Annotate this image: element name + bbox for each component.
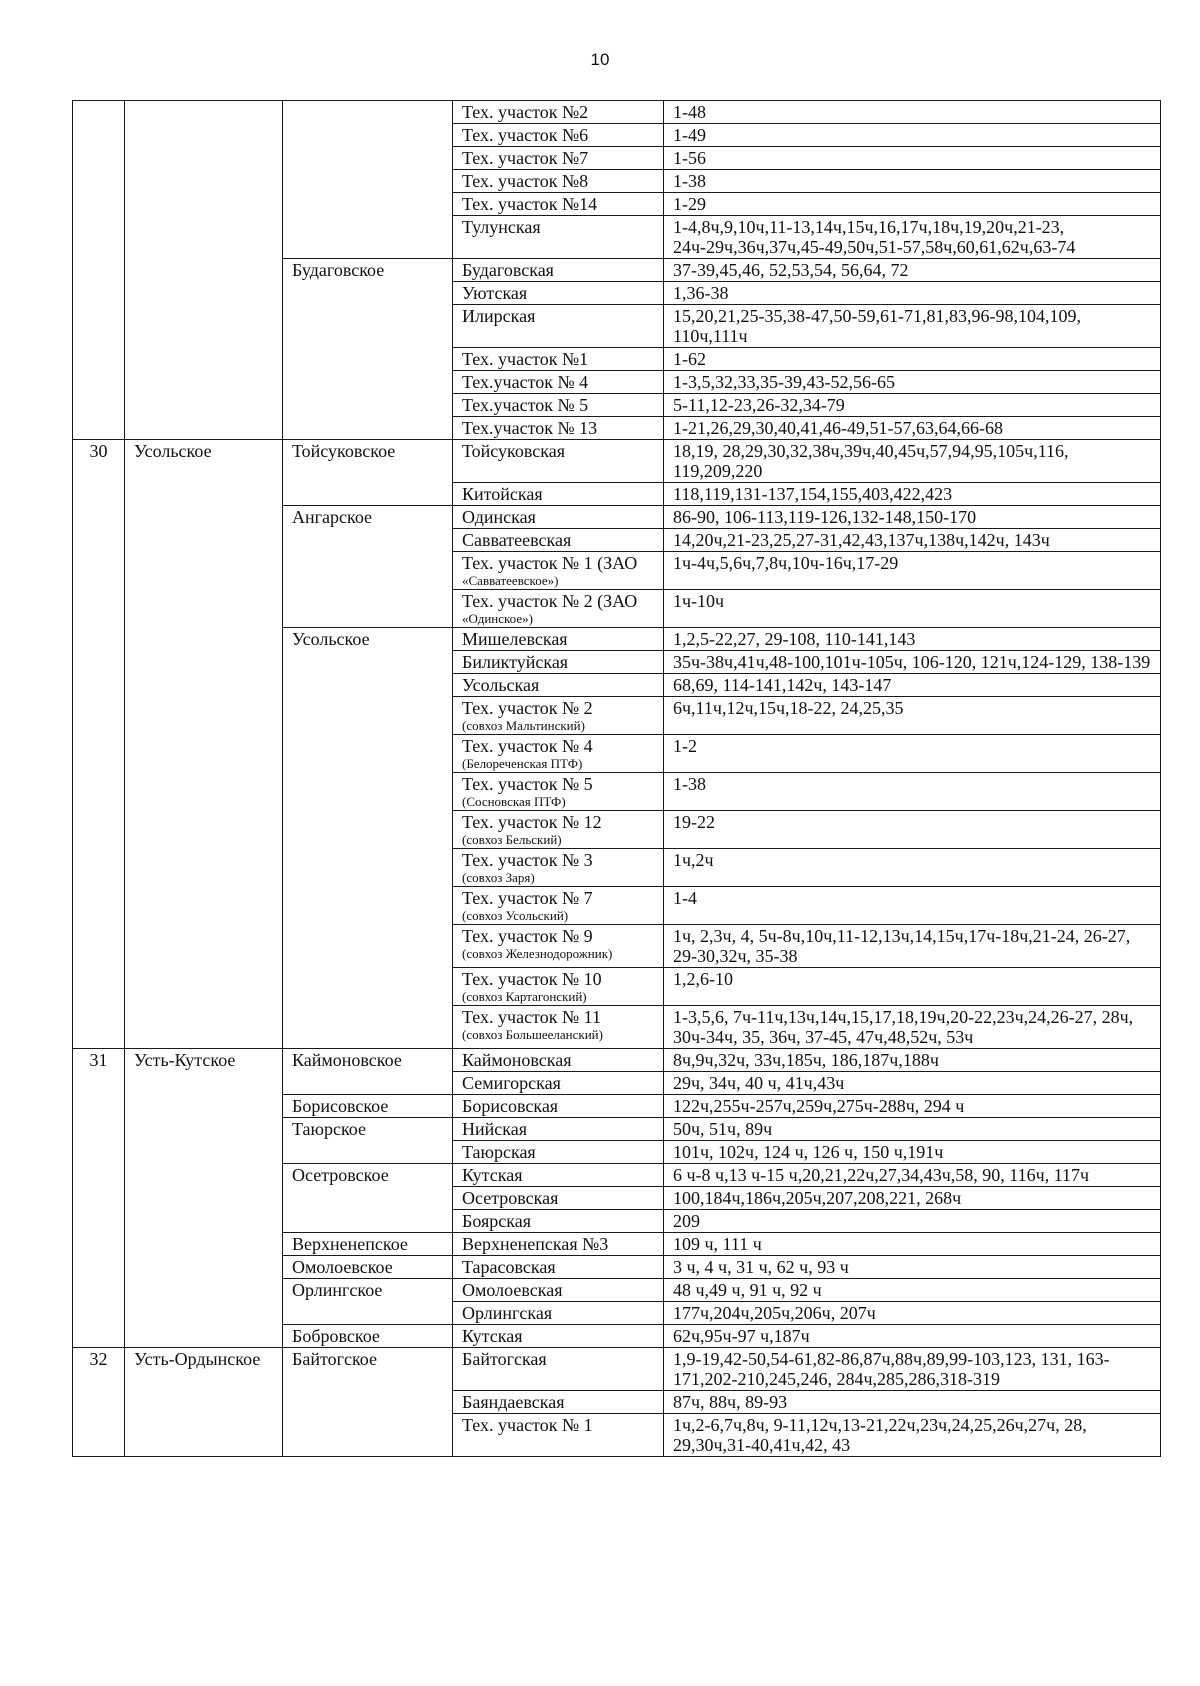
quarters-cell: 87ч, 88ч, 89-93 — [664, 1391, 1161, 1414]
quarters-cell: 1-29 — [664, 193, 1161, 216]
quarters-cell: 118,119,131-137,154,155,403,422,423 — [664, 483, 1161, 506]
dacha-cell — [453, 925, 664, 968]
dacha-note: (совхоз Усольский) — [462, 908, 569, 923]
dacha-cell: Одинская — [453, 506, 664, 529]
dacha-note: (Белореченская ПТФ) — [462, 756, 583, 771]
dacha-cell: Таюрская — [453, 1141, 664, 1164]
row-number-cell: 32 — [73, 1348, 125, 1457]
row-number-cell: 31 — [73, 1049, 125, 1348]
dacha-cell: Байтогская — [453, 1348, 664, 1391]
dacha-cell: Боярская — [453, 1210, 664, 1233]
municipality-cell: Бобровское — [283, 1325, 453, 1348]
dacha-cell: Тарасовская — [453, 1256, 664, 1279]
dacha-cell: Уютская — [453, 282, 664, 305]
dacha-cell: Савватеевская — [453, 529, 664, 552]
dacha-name: Тех. участок № 10 — [462, 969, 602, 989]
dacha-note: (Сосновская ПТФ) — [462, 794, 566, 809]
municipality-cell — [283, 101, 453, 259]
quarters-cell: 1,9-19,42-50,54-61,82-86,87ч,88ч,89,99-103,123, 131, 163-171,202-210,245,246, 284ч,285,286,318-319 — [664, 1348, 1161, 1391]
dacha-name: Тех. участок № 2 — [462, 698, 593, 718]
dacha-cell — [453, 1006, 664, 1049]
municipality-cell: Тойсуковское — [283, 440, 453, 506]
dacha-cell: Тех.участок № 4 — [453, 371, 664, 394]
quarters-cell: 122ч,255ч-257ч,259ч,275ч-288ч, 294 ч — [664, 1095, 1161, 1118]
quarters-cell: 8ч,9ч,32ч, 33ч,185ч, 186,187ч,188ч — [664, 1049, 1161, 1072]
dacha-cell: Мишелевская — [453, 628, 664, 651]
dacha-name: Тех. участок № 4 — [462, 736, 593, 756]
dacha-cell — [453, 697, 664, 735]
dacha-cell: Биликтуйская — [453, 651, 664, 674]
municipality-cell: Усольское — [283, 628, 453, 1049]
dacha-cell: Нийская — [453, 1118, 664, 1141]
quarters-cell: 48 ч,49 ч, 91 ч, 92 ч — [664, 1279, 1161, 1302]
quarters-cell: 100,184ч,186ч,205ч,207,208,221, 268ч — [664, 1187, 1161, 1210]
dacha-note: (совхоз Большееланский) — [462, 1027, 603, 1042]
dacha-cell — [453, 590, 664, 628]
quarters-cell: 209 — [664, 1210, 1161, 1233]
dacha-cell: Тех.участок № 5 — [453, 394, 664, 417]
dacha-cell: Тех. участок №14 — [453, 193, 664, 216]
dacha-cell: Семигорская — [453, 1072, 664, 1095]
municipality-cell: Байтогское — [283, 1348, 453, 1457]
dacha-cell: Тулунская — [453, 216, 664, 259]
municipality-cell: Орлингское — [283, 1279, 453, 1325]
quarters-cell: 14,20ч,21-23,25,27-31,42,43,137ч,138ч,142ч, 143ч — [664, 529, 1161, 552]
dacha-cell: Китойская — [453, 483, 664, 506]
dacha-cell: Кутская — [453, 1325, 664, 1348]
dacha-note: «Савватеевское») — [462, 573, 559, 588]
dacha-cell: Борисовская — [453, 1095, 664, 1118]
district-cell: Усть-Ордынское — [125, 1348, 283, 1457]
dacha-cell — [453, 887, 664, 925]
dacha-cell: Орлингская — [453, 1302, 664, 1325]
quarters-cell: 1-2 — [664, 735, 1161, 773]
dacha-cell: Тойсуковская — [453, 440, 664, 483]
dacha-cell: Осетровская — [453, 1187, 664, 1210]
quarters-cell: 1-38 — [664, 170, 1161, 193]
dacha-cell — [453, 552, 664, 590]
dacha-note: «Одинское») — [462, 611, 533, 626]
district-cell: Усольское — [125, 440, 283, 1049]
quarters-cell: 1ч-10ч — [664, 590, 1161, 628]
dacha-name: Тех. участок № 5 — [462, 774, 593, 794]
municipality-cell: Борисовское — [283, 1095, 453, 1118]
dacha-cell: Тех.участок № 13 — [453, 417, 664, 440]
dacha-cell — [453, 968, 664, 1006]
dacha-cell: Тех. участок №7 — [453, 147, 664, 170]
quarters-cell: 1-21,26,29,30,40,41,46-49,51-57,63,64,66-68 — [664, 417, 1161, 440]
dacha-note: (совхоз Мальтинский) — [462, 718, 585, 733]
district-cell — [125, 101, 283, 440]
dacha-note: (совхоз Заря) — [462, 870, 535, 885]
quarters-cell: 1,2,5-22,27, 29-108, 110-141,143 — [664, 628, 1161, 651]
dacha-note: (совхоз Железнодорожник) — [462, 946, 613, 961]
dacha-cell: Каймоновская — [453, 1049, 664, 1072]
dacha-name: Тех. участок № 9 — [462, 926, 593, 946]
table-row — [73, 1348, 1161, 1391]
municipality-cell: Осетровское — [283, 1164, 453, 1233]
table-row — [73, 101, 1161, 124]
dacha-name: Тех. участок № 12 — [462, 812, 602, 832]
quarters-cell: 101ч, 102ч, 124 ч, 126 ч, 150 ч,191ч — [664, 1141, 1161, 1164]
quarters-cell: 86-90, 106-113,119-126,132-148,150-170 — [664, 506, 1161, 529]
forestry-table — [72, 100, 1161, 1457]
quarters-cell: 35ч-38ч,41ч,48-100,101ч-105ч, 106-120, 121ч,124-129, 138-139 — [664, 651, 1161, 674]
row-number-cell — [73, 101, 125, 440]
quarters-cell: 1-4 — [664, 887, 1161, 925]
dacha-cell: Будаговская — [453, 259, 664, 282]
dacha-cell — [453, 811, 664, 849]
quarters-cell: 1-38 — [664, 773, 1161, 811]
quarters-cell: 5-11,12-23,26-32,34-79 — [664, 394, 1161, 417]
quarters-cell: 37-39,45,46, 52,53,54, 56,64, 72 — [664, 259, 1161, 282]
quarters-cell: 6ч,11ч,12ч,15ч,18-22, 24,25,35 — [664, 697, 1161, 735]
dacha-cell: Тех. участок № 1 — [453, 1414, 664, 1457]
dacha-name: Тех. участок № 2 (ЗАО — [462, 591, 638, 611]
dacha-cell — [453, 773, 664, 811]
dacha-name: Тех. участок № 11 — [462, 1007, 601, 1027]
district-cell: Усть-Кутское — [125, 1049, 283, 1348]
municipality-cell: Омолоевское — [283, 1256, 453, 1279]
quarters-cell: 1-49 — [664, 124, 1161, 147]
municipality-cell: Каймоновское — [283, 1049, 453, 1095]
municipality-cell: Ангарское — [283, 506, 453, 628]
dacha-name: Тех. участок № 7 — [462, 888, 593, 908]
quarters-cell: 6 ч-8 ч,13 ч-15 ч,20,21,22ч,27,34,43ч,58, 90, 116ч, 117ч — [664, 1164, 1161, 1187]
quarters-cell: 1-3,5,6, 7ч-11ч,13ч,14ч,15,17,18,19ч,20-22,23ч,24,26-27, 28ч, 30ч-34ч, 35, 36ч, 37-45, 47ч,48,52ч, 53ч — [664, 1006, 1161, 1049]
municipality-cell: Таюрское — [283, 1118, 453, 1164]
dacha-name: Тех. участок № 3 — [462, 850, 593, 870]
dacha-cell: Верхненепская №3 — [453, 1233, 664, 1256]
dacha-cell: Илирская — [453, 305, 664, 348]
quarters-cell: 3 ч, 4 ч, 31 ч, 62 ч, 93 ч — [664, 1256, 1161, 1279]
table-row — [73, 1049, 1161, 1072]
dacha-cell: Тех. участок №1 — [453, 348, 664, 371]
quarters-cell: 109 ч, 111 ч — [664, 1233, 1161, 1256]
dacha-cell: Омолоевская — [453, 1279, 664, 1302]
quarters-cell: 1ч, 2,3ч, 4, 5ч-8ч,10ч,11-12,13ч,14,15ч,17ч-18ч,21-24, 26-27, 29-30,32ч, 35-38 — [664, 925, 1161, 968]
dacha-cell: Кутская — [453, 1164, 664, 1187]
dacha-cell — [453, 849, 664, 887]
quarters-cell: 1-4,8ч,9,10ч,11-13,14ч,15ч,16,17ч,18ч,19,20ч,21-23, 24ч-29ч,36ч,37ч,45-49,50ч,51-57,58ч,60,61,62ч,63-74 — [664, 216, 1161, 259]
quarters-cell: 62ч,95ч-97 ч,187ч — [664, 1325, 1161, 1348]
dacha-note: (совхоз Картагонский) — [462, 989, 587, 1004]
quarters-cell: 68,69, 114-141,142ч, 143-147 — [664, 674, 1161, 697]
dacha-cell: Усольская — [453, 674, 664, 697]
quarters-cell: 1ч,2ч — [664, 849, 1161, 887]
dacha-cell: Тех. участок №8 — [453, 170, 664, 193]
quarters-cell: 1-3,5,32,33,35-39,43-52,56-65 — [664, 371, 1161, 394]
dacha-cell: Баяндаевская — [453, 1391, 664, 1414]
quarters-cell: 177ч,204ч,205ч,206ч, 207ч — [664, 1302, 1161, 1325]
dacha-cell: Тех. участок №6 — [453, 124, 664, 147]
dacha-note: (совхоз Бельский) — [462, 832, 562, 847]
quarters-cell: 50ч, 51ч, 89ч — [664, 1118, 1161, 1141]
quarters-cell: 1ч-4ч,5,6ч,7,8ч,10ч-16ч,17-29 — [664, 552, 1161, 590]
quarters-cell: 1,36-38 — [664, 282, 1161, 305]
quarters-cell: 19-22 — [664, 811, 1161, 849]
table-row — [73, 440, 1161, 483]
municipality-cell: Верхненепское — [283, 1233, 453, 1256]
quarters-cell: 18,19, 28,29,30,32,38ч,39ч,40,45ч,57,94,95,105ч,116, 119,209,220 — [664, 440, 1161, 483]
quarters-cell: 1-48 — [664, 101, 1161, 124]
quarters-cell: 1,2,6-10 — [664, 968, 1161, 1006]
dacha-name: Тех. участок № 1 (ЗАО — [462, 553, 638, 573]
quarters-cell: 1-62 — [664, 348, 1161, 371]
dacha-cell: Тех. участок №2 — [453, 101, 664, 124]
municipality-cell: Будаговское — [283, 259, 453, 440]
row-number-cell: 30 — [73, 440, 125, 1049]
dacha-cell — [453, 735, 664, 773]
page-number: 10 — [590, 50, 610, 69]
quarters-cell: 1-56 — [664, 147, 1161, 170]
quarters-cell: 29ч, 34ч, 40 ч, 41ч,43ч — [664, 1072, 1161, 1095]
quarters-cell: 1ч,2-6,7ч,8ч, 9-11,12ч,13-21,22ч,23ч,24,25,26ч,27ч, 28, 29,30ч,31-40,41ч,42, 43 — [664, 1414, 1161, 1457]
quarters-cell: 15,20,21,25-35,38-47,50-59,61-71,81,83,96-98,104,109, 110ч,111ч — [664, 305, 1161, 348]
